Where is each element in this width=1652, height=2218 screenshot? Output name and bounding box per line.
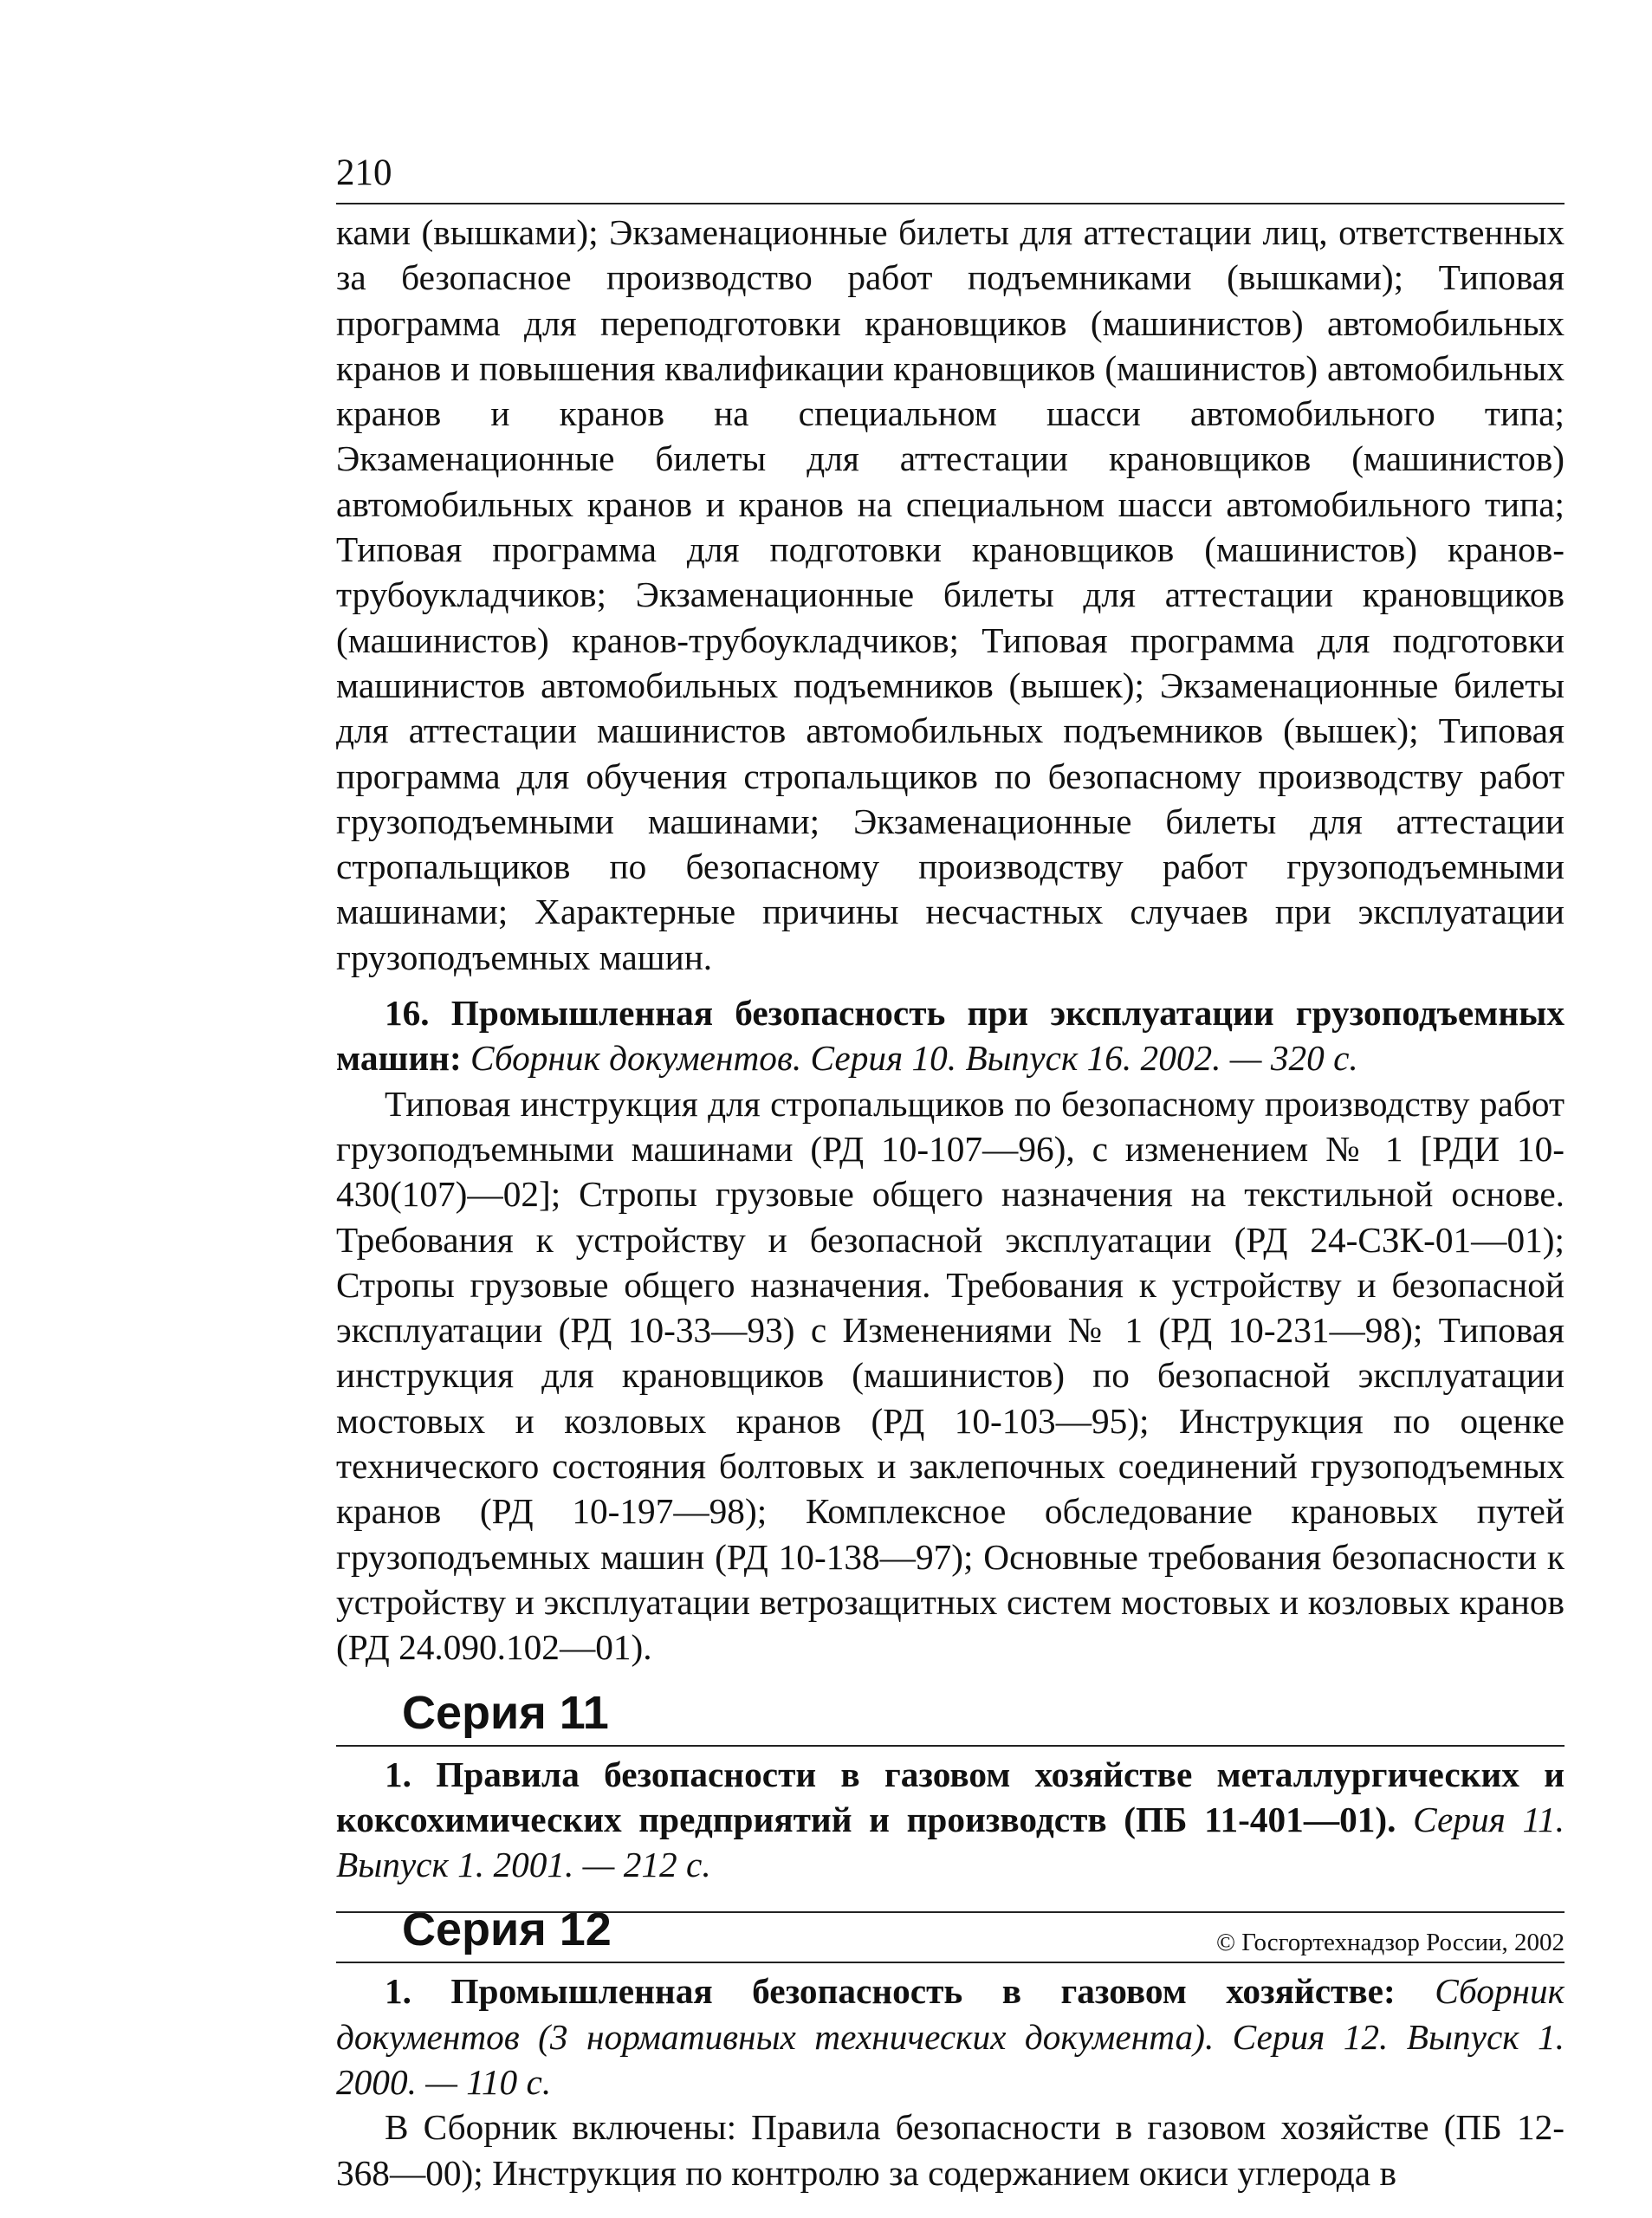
entry-16-title: 16. Промышленная безопасность при эксплуатации грузоподъемных машин: [336, 993, 1565, 1079]
series-12-entry-1-citation: Сборник документов (3 нормативных технических документа). Серия 12. Выпуск 1. 2000. — 110 с. [336, 1971, 1565, 2102]
series-11-entry-1-title: 1. Правила безопасности в газовом хозяйстве металлургических и коксохимических предприятий и производств (ПБ 11-401—01). [336, 1754, 1565, 1839]
entry-16-citation: Сборник документов. Серия 10. Выпуск 16. 2002. — 320 с. [470, 1038, 1358, 1079]
copyright-notice: © Госгортехнадзор России, 2002 [1216, 1929, 1565, 1956]
page-header [336, 130, 1565, 204]
series-11-heading: Серия 11 [402, 1686, 609, 1739]
entry-16-heading [336, 990, 1565, 1081]
series-12-entry-1 [336, 1968, 1565, 2105]
series-12-heading: Серия 12 [402, 1903, 612, 1956]
document-page [336, 130, 1565, 2195]
footer-rule [336, 1911, 1565, 1913]
page-number: 210 [336, 152, 392, 193]
body-paragraph: ками (вышками); Экзаменационные билеты для аттестации лиц, ответственных за безопасное производство работ подъемниками (вышками); Типовая программа для переподготовки крановщиков (машинистов) автомобильных кранов и повышения квалификации крановщиков (машинистов) автомобильных кранов и кранов на специальном шасси автомобильного типа; Экзаменационные билеты для аттестации крановщиков (машинистов) автомобильных кранов и кранов на специальном шасси автомобильного типа; Типовая программа для подготовки крановщиков (машинистов) кранов-трубоукладчиков; Экзаменационные билеты для аттестации крановщиков (машинистов) кранов-трубоукладчиков; Типовая программа для подготовки машинистов автомобильных подъемников (вышек); Экзаменационные билеты для аттестации машинистов автомобильных подъемников (вышек); Типовая программа для обучения стропальщиков по безопасному производству работ грузоподъемными машинами; Экзаменационные билеты для аттестации стропальщиков по безопасному производству работ грузоподъемными машинами; Характерные причины несчастных случаев при эксплуатации грузоподъемных машин. [336, 212, 1565, 977]
series-11-section [336, 1686, 1565, 1888]
header-rule [336, 203, 1565, 204]
series-12-entry-1-title: 1. Промышленная безопасность в газовом хозяйстве: [385, 1971, 1396, 2012]
series-11-entry-1 [336, 1752, 1565, 1888]
entry-16-description: Типовая инструкция для стропальщиков по безопасному производству работ грузоподъемными машинами (РД 10-107—96), с изменением № 1 [РДИ 10-430(107)—02]; Стропы грузовые общего назначения на текстильной основе. Требования к устройству и безопасной эксплуатации (РД 24-СЗК-01—01); Стропы грузовые общего назначения. Требования к устройству и безопасной эксплуатации (РД 10-33—93) с Изменениями № 1 (РД 10-231—98); Типовая инструкция для крановщиков (машинистов) по безопасной эксплуатации мостовых и козловых кранов (РД 10-103—95); Инструкция по оценке технического состояния болтовых и заклепочных соединений грузоподъемных кранов (РД 10-197—98); Комплексное обследование крановых путей грузоподъемных машин (РД 10-138—97); Основные требования безопасности к устройству и эксплуатации ветрозащитных систем мостовых и козловых кранов (РД 24.090.102—01). [336, 1083, 1565, 1668]
series-11-entry-1-citation: Серия 11. Выпуск 1. 2001. — 212 с. [336, 1799, 1565, 1885]
series-11-rule [336, 1745, 1565, 1747]
series-12-entry-1-description: В Сборник включены: Правила безопасности в газовом хозяйстве (ПБ 12-368—00); Инструкция по контролю за содержанием окиси углерода в [336, 2107, 1565, 2193]
series-12-rule [336, 1962, 1565, 1963]
